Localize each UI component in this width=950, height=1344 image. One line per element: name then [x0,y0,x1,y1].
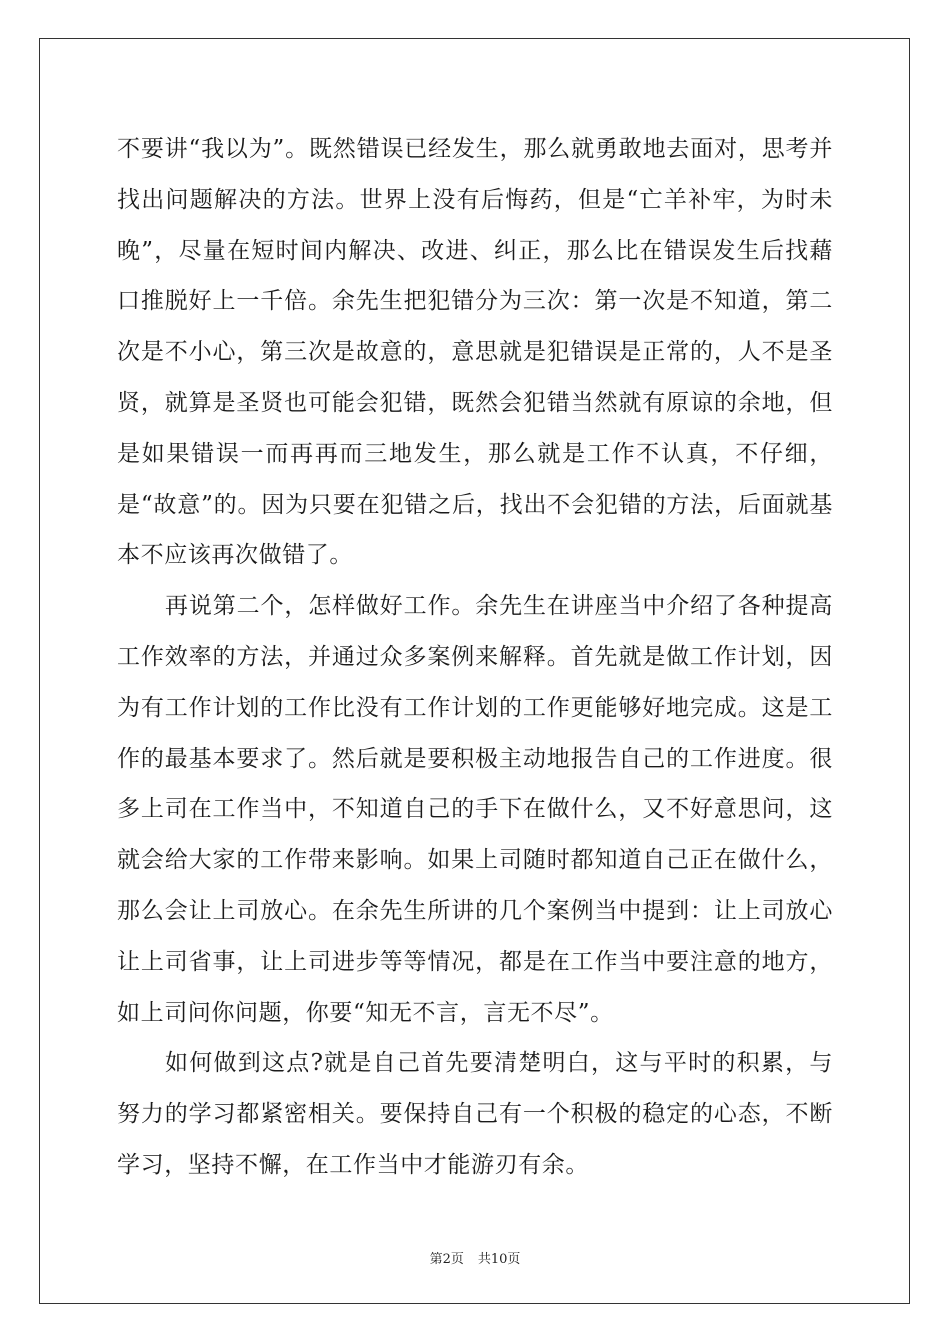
paragraph-1: 不要讲“我以为”。既然错误已经发生，那么就勇敢地去面对，思考并找出问题解决的方法。世界上没有后悔药，但是“亡羊补牢，为时未晚”，尽量在短时间内解决、改进、纠正，那么比在错误发生后找藉口推脱好上一千倍。余先生把犯错分为三次：第一次是不知道，第二次是不小心，第三次是故意的，意思就是犯错误是正常的，人不是圣贤，就算是圣贤也可能会犯错，既然会犯错当然就有原谅的余地，但是如果错误一而再再而三地发生，那么就是工作不认真，不仔细，是“故意”的。因为只要在犯错之后，找出不会犯错的方法，后面就基本不应该再次做错了。 [117,136,833,569]
paragraph-3: 如何做到这点?就是自己首先要清楚明白，这与平时的积累，与努力的学习都紧密相关。要保持自己有一个积极的稳定的心态，不断学习，坚持不懈，在工作当中才能游刃有余。 [117,1050,833,1178]
page-footer [0,1248,950,1267]
page-total: 共10页 [477,1252,521,1267]
document-body [117,124,833,1191]
page-number: 第2页 [429,1252,464,1267]
paragraph-2: 再说第二个，怎样做好工作。余先生在讲座当中介绍了各种提高工作效率的方法，并通过众多案例来解释。首先就是做工作计划，因为有工作计划的工作比没有工作计划的工作更能够好地完成。这是工作的最基本要求了。然后就是要积极主动地报告自己的工作进度。很多上司在工作当中，不知道自己的手下在做什么，又不好意思问，这就会给大家的工作带来影响。如果上司随时都知道自己正在做什么，那么会让上司放心。在余先生所讲的几个案例当中提到：让上司放心让上司省事，让上司进步等等情况，都是在工作当中要注意的地方，如上司问你问题，你要“知无不言，言无不尽”。 [117,593,833,1026]
